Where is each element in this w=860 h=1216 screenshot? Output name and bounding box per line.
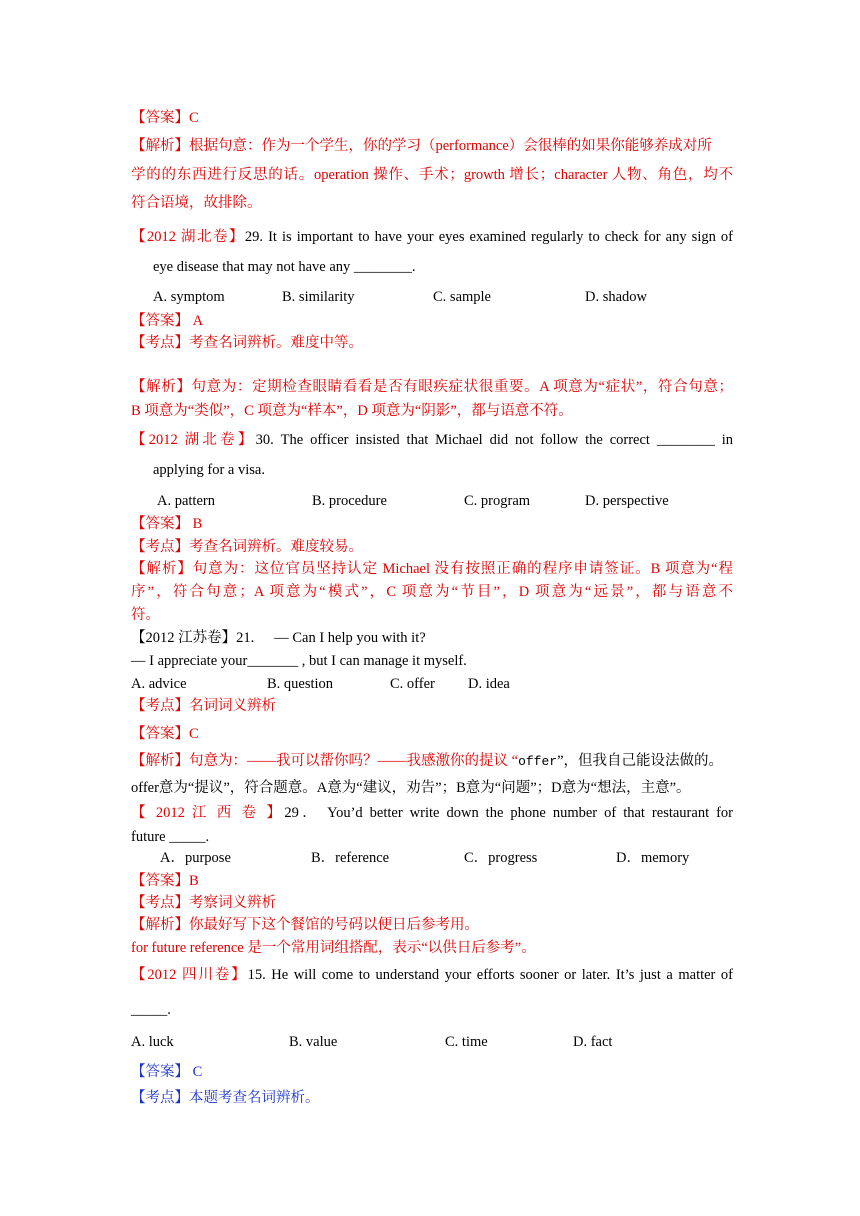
q2-stem-text: 29. It is important to have your eyes examined regularly to check for any sign of [244, 229, 734, 245]
q3-answer-value: B [192, 516, 203, 532]
q5-option-d: D．memory [616, 850, 690, 866]
q6-stem-line-1 [131, 965, 733, 985]
q1-analysis-line-2: 学的的东西进行反思的话。operation 操作、手术；growth 增长；character 人物、角色，均不 [131, 167, 733, 183]
q3-analysis-line-3: 符。 [131, 607, 160, 623]
q2-answer-tag: 【答案】 [131, 313, 189, 329]
q4-stem-line-1 [131, 628, 733, 648]
q3-point: 【考点】考查名词辨析。难度较易。 [131, 539, 363, 555]
q4-option-b: B. question [267, 676, 334, 692]
q6-source-tag: 【2012 四川卷】 [131, 967, 248, 983]
q5-stem-text: 29． You’d better write down the phone number of that restaurant for [284, 805, 733, 821]
q6-stem-text: 15. He will come to understand your efforts sooner or later. It’s just a matter of [247, 967, 734, 983]
q2-source-tag: 【2012 湖北卷】 [131, 229, 245, 245]
q2-answer-value: A [192, 313, 204, 329]
q3-answer [131, 514, 733, 534]
q4-analysis-line-2: offer意为“提议”，符合题意。A意为“建议，劝告”；B意为“问题”；D意为“想法，主意”。 [131, 780, 691, 796]
q4-analysis-rest: ”，但我自己能设法做的。 [557, 753, 724, 769]
q6-point: 【考点】本题考查名词辨析。 [131, 1090, 320, 1106]
q4-option-d: D. idea [468, 676, 510, 692]
q3-analysis-line-1: 【解析】句意为：这位官员坚持认定 Michael 没有按照正确的程序申请签证。B 项意为“程 [131, 561, 733, 577]
q1-answer: 【答案】C [131, 110, 199, 126]
q5-analysis-line-2: for future reference 是一个常用词组搭配，表示“以供日后参考”。 [131, 940, 536, 956]
q5-answer: 【答案】B [131, 873, 199, 889]
q4-source-tag: 【2012 江苏卷】21. [131, 630, 255, 646]
q6-option-c: C. time [445, 1034, 488, 1050]
q6-answer-value: C [192, 1064, 203, 1080]
q5-analysis-line-1: 【解析】你最好写下这个餐馆的号码以便日后参考用。 [131, 917, 479, 933]
q5-stem-line-1 [131, 803, 733, 823]
q2-option-b: B. similarity [282, 289, 355, 305]
q3-stem-line-2: applying for a visa. [153, 462, 265, 478]
q3-option-d: D. perspective [585, 493, 669, 509]
q2-option-d: D. shadow [585, 289, 648, 305]
q2-analysis-line-2: B 项意为“类似”，C 项意为“样本”，D 项意为“阴影”，都与语意不符。 [131, 403, 573, 419]
q4-stem-line-2: — I appreciate your_______ , but I can manage it myself. [131, 653, 467, 669]
q4-analysis-line-1 [131, 751, 733, 772]
q6-option-d: D. fact [573, 1034, 613, 1050]
q4-option-a: A. advice [131, 676, 187, 692]
q6-option-b: B. value [289, 1034, 338, 1050]
q5-point: 【考点】考察词义辨析 [131, 895, 276, 911]
q1-analysis-line-3: 符合语境，故排除。 [131, 195, 262, 211]
q6-answer-tag: 【答案】 [131, 1064, 189, 1080]
q3-stem-line-1 [131, 430, 733, 450]
q4-stem-text: — Can I help you with it? [274, 630, 426, 646]
q4-point: 【考点】名词词义辨析 [131, 698, 276, 714]
q2-point: 【考点】考查名词辨析。难度中等。 [131, 335, 363, 351]
q4-analysis-label: 【解析】句意为：——我可以帮你吗？——我感激你的提议 “ [131, 753, 519, 769]
q3-answer-tag: 【答案】 [131, 516, 189, 532]
q3-source-tag: 【2012 湖北卷】 [131, 432, 256, 448]
q3-analysis-line-2: 序”，符合句意；A 项意为“模式”，C 项意为“节目”，D 项意为“远景”，都与语意不 [131, 584, 733, 600]
q1-analysis-line-1: 【解析】根据句意：作为一个学生，你的学习（performance）会很棒的如果你能够养成对所 [131, 138, 712, 154]
q2-stem-line-2: eye disease that may not have any ________. [153, 259, 416, 275]
q5-option-b: B．reference [311, 850, 390, 866]
q3-stem-text: 30. The officer insisted that Michael did not follow the correct ________ in [255, 432, 734, 448]
q2-stem-line-1 [131, 227, 733, 247]
q4-answer: 【答案】C [131, 726, 199, 742]
q4-option-c: C. offer [390, 676, 435, 692]
q2-option-c: C. sample [433, 289, 491, 305]
q5-option-a: A．purpose [160, 850, 231, 866]
q3-option-b: B. procedure [312, 493, 387, 509]
q2-analysis-line-1: 【解析】句意为：定期检查眼睛看看是否有眼疾症状很重要。A 项意为“症状”，符合句意； [131, 379, 733, 395]
q2-answer [131, 311, 733, 331]
q3-option-a: A. pattern [157, 493, 215, 509]
q3-option-c: C. program [464, 493, 531, 509]
q4-analysis-keyword: offer [518, 754, 558, 769]
q6-answer [131, 1062, 733, 1082]
q6-stem-line-2: _____. [131, 1002, 171, 1018]
q5-stem-line-2: future _____. [131, 829, 210, 845]
q5-option-c: C．progress [464, 850, 538, 866]
q6-option-a: A. luck [131, 1034, 174, 1050]
q5-source-tag: 【 2012 江 西 卷 】 [131, 805, 285, 821]
q2-option-a: A. symptom [153, 289, 225, 305]
